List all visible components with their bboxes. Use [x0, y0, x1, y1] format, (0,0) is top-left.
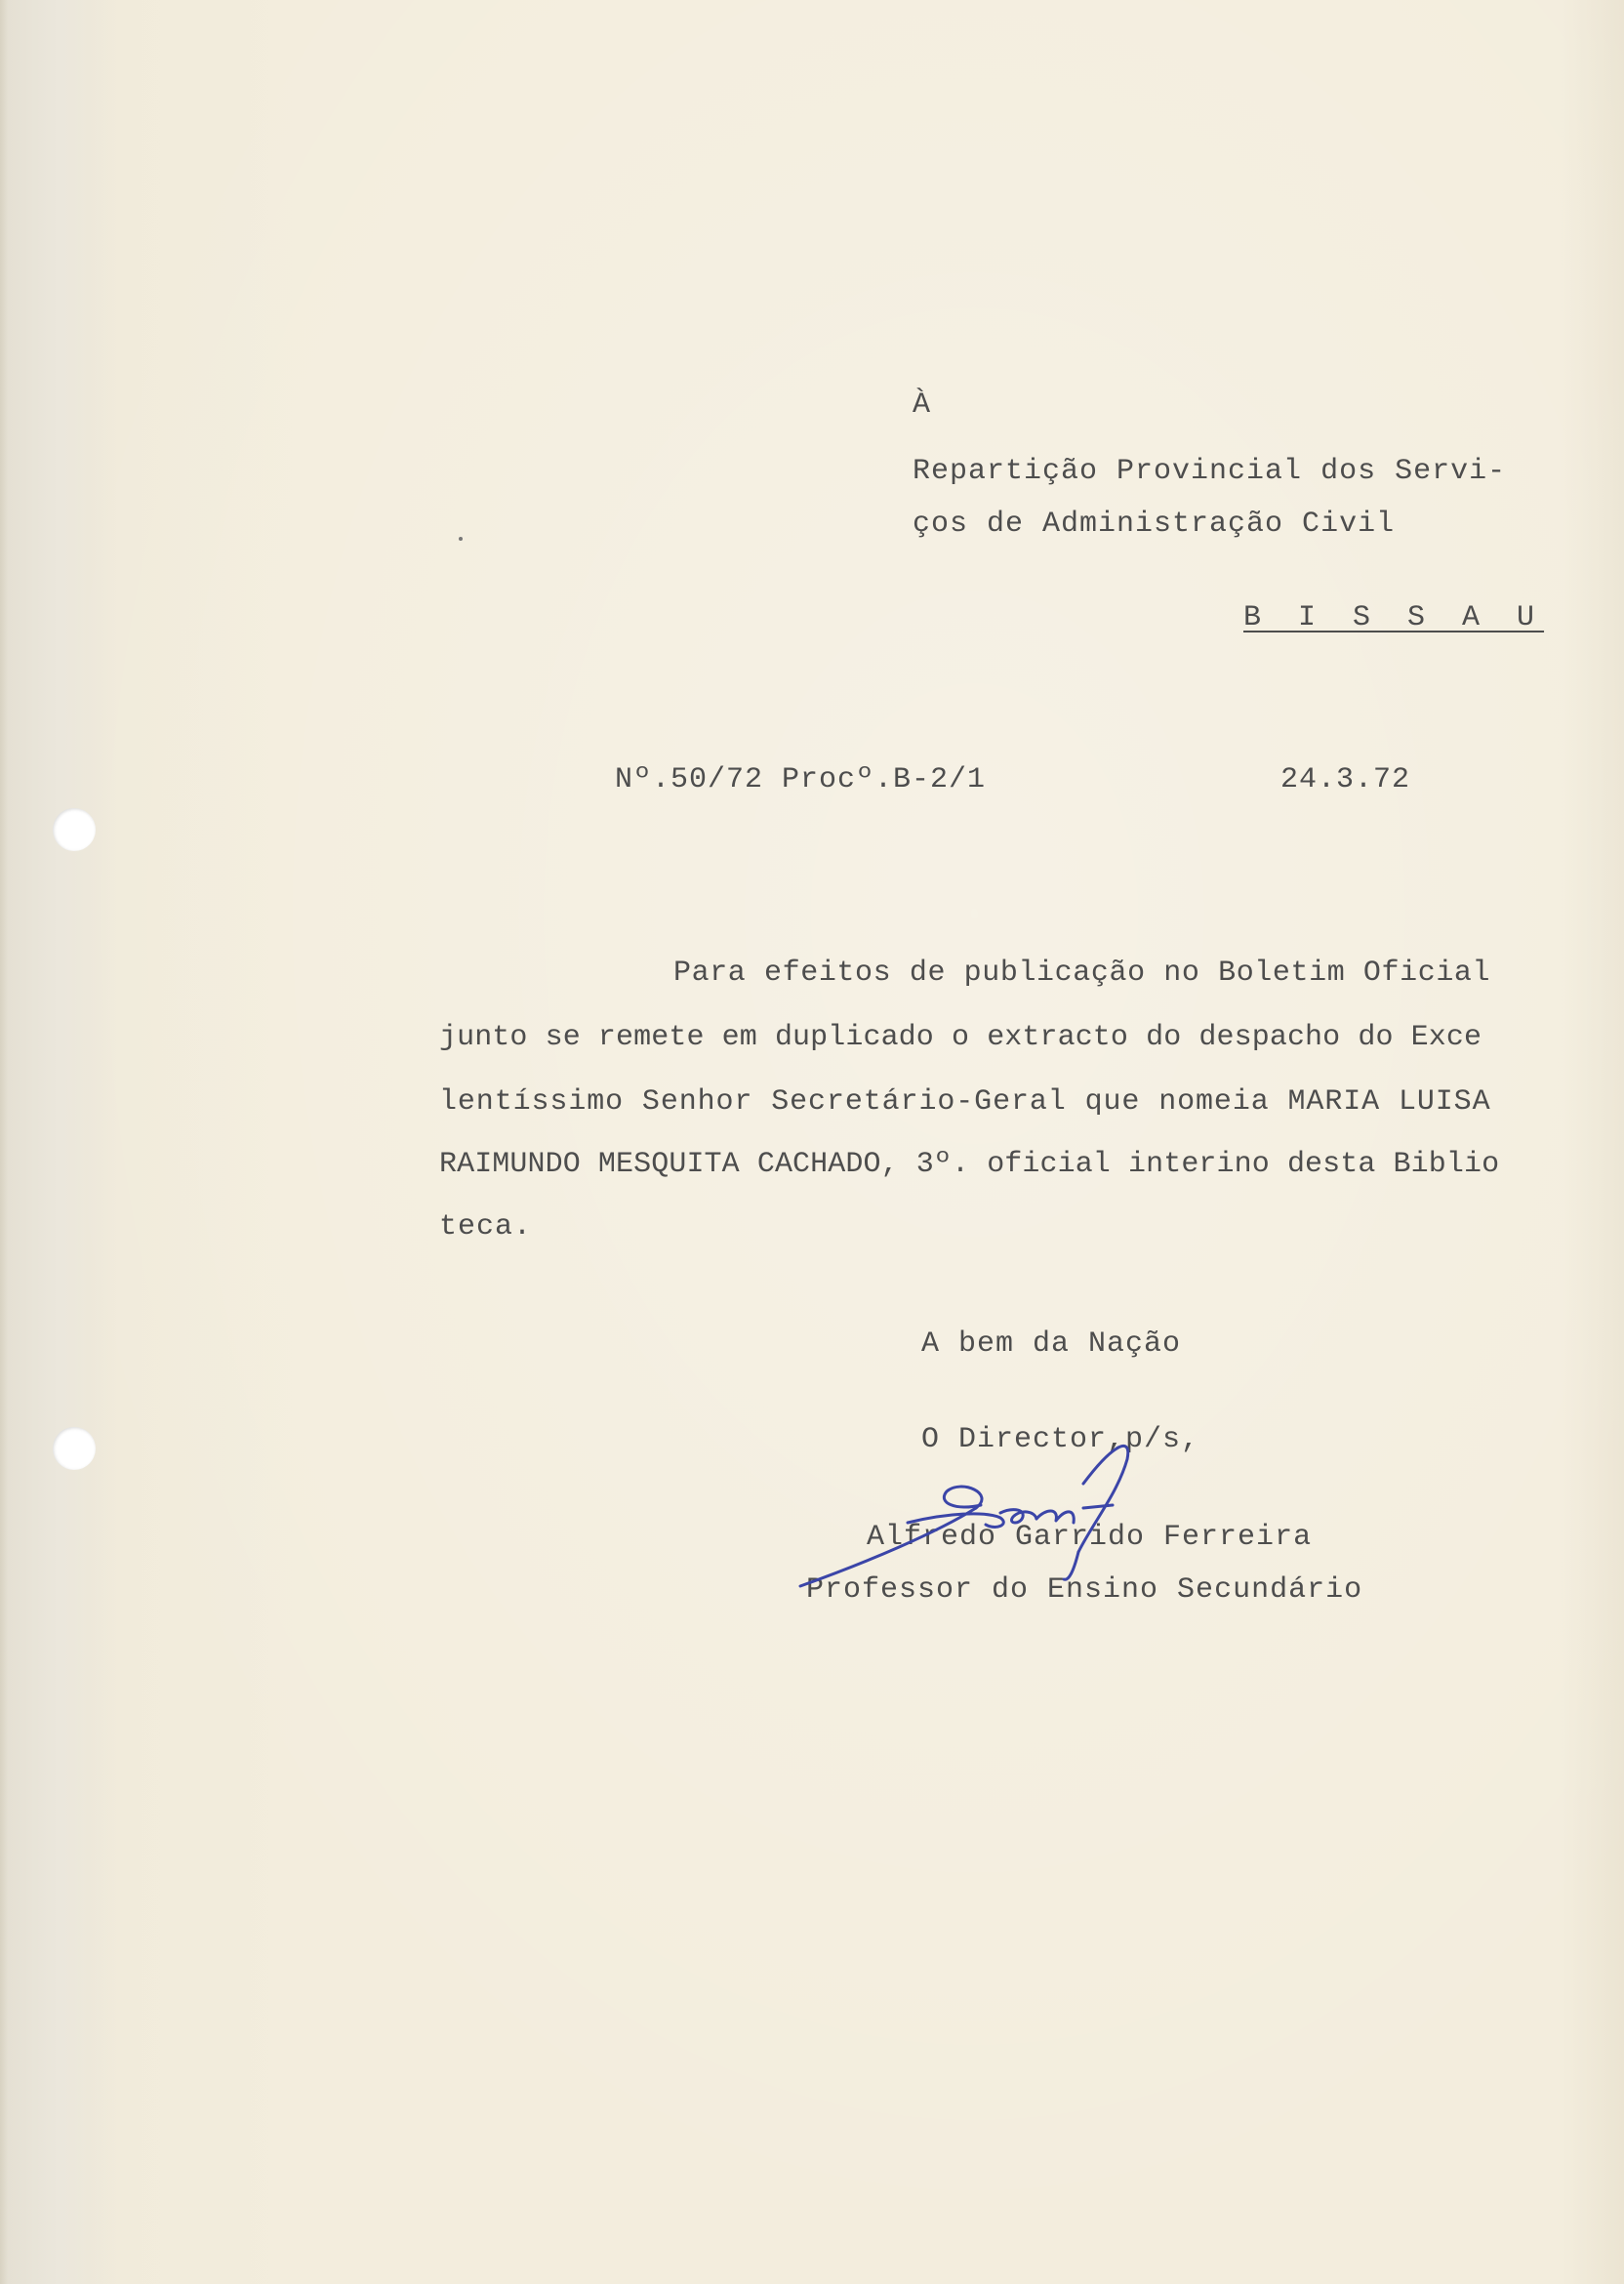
- punch-hole-bottom: [53, 1427, 96, 1470]
- addressee-city: B I S S A U: [1243, 601, 1545, 634]
- reference-date: 24.3.72: [1280, 763, 1411, 796]
- closing-salutation: A bem da Nação: [921, 1327, 1182, 1361]
- page-edge-shadow: [0, 0, 8, 2284]
- body-line-3: lentíssimo Senhor Secretário-Geral que nomeia MARIA LUISA: [439, 1085, 1491, 1119]
- addressee-line-2: ços de Administração Civil: [913, 508, 1396, 541]
- closing-name: Alfredo Garrido Ferreira: [867, 1521, 1313, 1554]
- closing-title: O Director,p/s,: [921, 1423, 1200, 1456]
- body-line-1: Para efeitos de publicação no Boletim Oficial: [673, 957, 1491, 990]
- closing-position: Professor do Ensino Secundário: [806, 1573, 1363, 1607]
- addressee-line-1: Repartição Provincial dos Servi-: [913, 455, 1507, 488]
- left-margin-strip: [0, 0, 117, 2284]
- body-line-5: teca.: [439, 1210, 533, 1244]
- body-line-2: junto se remete em duplicado o extracto do despacho do Exce: [439, 1021, 1482, 1054]
- stray-mark: [459, 537, 463, 541]
- handwritten-signature: [791, 1415, 1249, 1611]
- punch-hole-top: [53, 808, 96, 851]
- addressee-prefix: À: [913, 388, 932, 422]
- reference-number: Nº.50/72 Procº.B-2/1: [615, 763, 987, 796]
- body-line-4: RAIMUNDO MESQUITA CACHADO, 3º. oficial interino desta Biblio: [439, 1148, 1500, 1181]
